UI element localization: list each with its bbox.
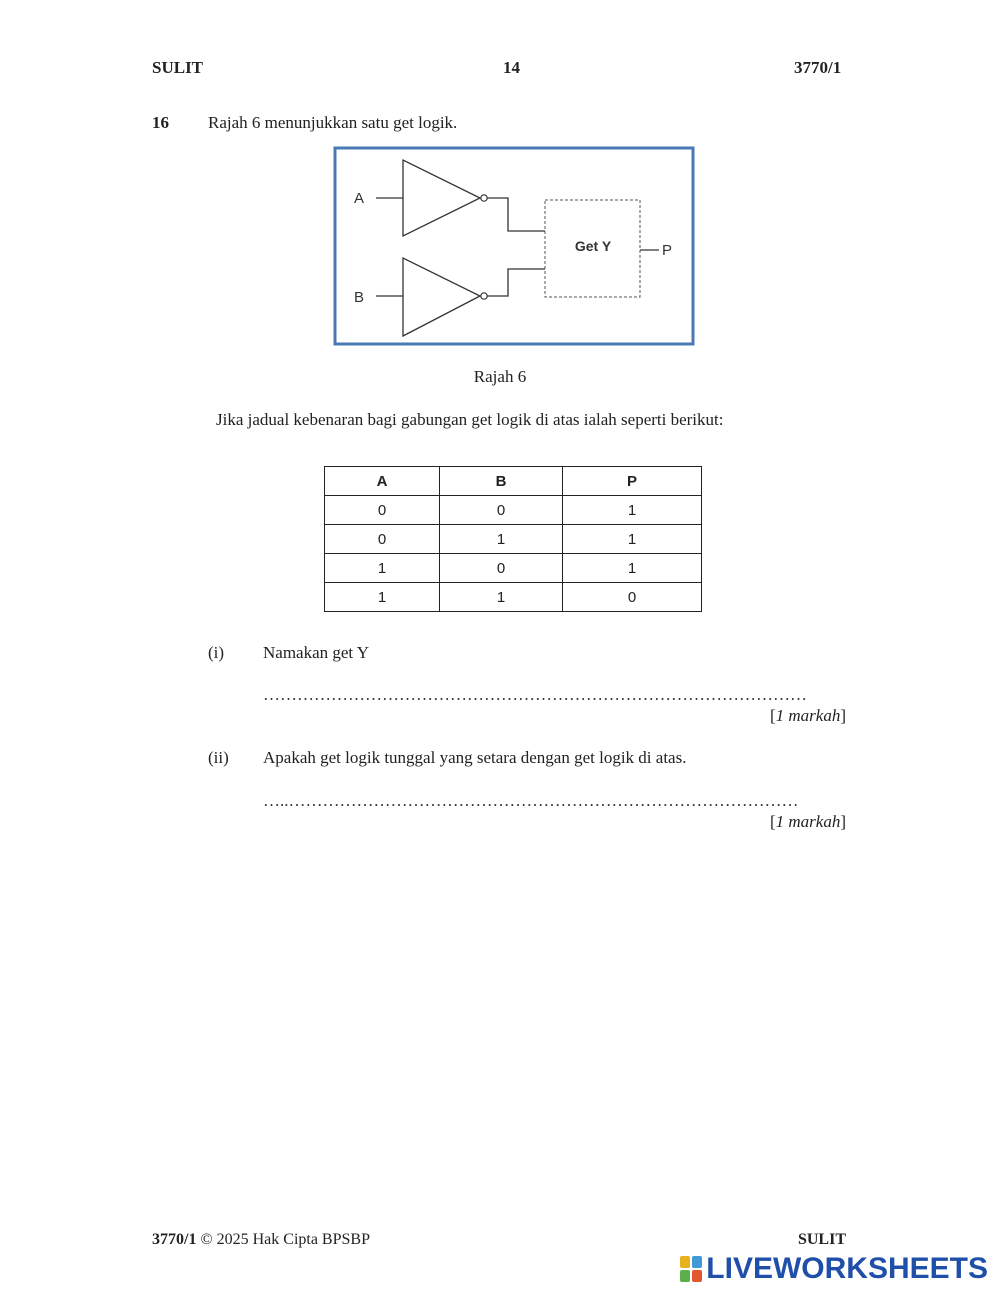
table-row [325,583,702,612]
part-ii-marks-word: markah [788,812,841,831]
table-cell: 1 [440,583,563,612]
question-number: 16 [152,113,169,132]
diagram-caption: Rajah 6 [473,367,527,386]
output-p-label: P [662,242,673,259]
part-i-marks-number: 1 [775,706,785,725]
table-header: B [440,467,563,496]
part-ii-text: Apakah get logik tunggal yang setara dengan get logik di atas. [263,748,687,767]
table-cell: 1 [563,525,702,554]
table-cell: 0 [563,583,702,612]
part-i-marks: [1 markah] [769,706,846,725]
gate-y-label: Get Y [574,238,612,254]
truth-table [324,466,702,612]
input-b-label: B [354,289,365,306]
table-cell: 1 [325,554,440,583]
table-cell: 1 [440,525,563,554]
truth-table-intro: Jika jadual kebenaran bagi gabungan get logik di atas ialah seperti berikut: [216,410,724,429]
table-header: P [563,467,702,496]
table-cell: 0 [325,525,440,554]
table-row [325,525,702,554]
question-text: Rajah 6 menunjukkan satu get logik. [208,113,458,132]
table-row [325,554,702,583]
brand-text: LIVEWORKSHEETS [706,1252,988,1285]
truth-table-header-row [325,467,702,496]
part-ii-marks-number: 1 [775,812,785,831]
part-i-marks-word: markah [788,706,841,725]
liveworksheets-icon [680,1256,702,1282]
logic-gate-diagram [333,146,695,346]
footer-right: SULIT [797,1231,846,1248]
table-cell: 1 [325,583,440,612]
part-i-answer-line[interactable]: …………………………………………………………………………………… [263,685,807,704]
footer-copyright: © 2025 Hak Cipta BPSBP [200,1231,370,1248]
table-cell: 0 [440,554,563,583]
liveworksheets-logo[interactable] [680,1252,988,1286]
table-cell: 0 [325,496,440,525]
header-left: SULIT [152,58,204,77]
part-ii-marks: [1 markah] [769,812,846,831]
part-i-text: Namakan get Y [263,643,370,662]
table-header: A [325,467,440,496]
table-row [325,496,702,525]
input-a-label: A [354,190,365,207]
part-i-label: (i) [208,643,225,662]
footer-code: 3770/1 [152,1231,197,1248]
header-page-number: 14 [503,58,520,77]
part-ii-answer-line[interactable]: …..……………………………………………………………………………… [263,791,799,810]
footer-left [152,1231,370,1249]
table-cell: 0 [440,496,563,525]
table-cell: 1 [563,554,702,583]
header-right: 3770/1 [794,58,842,77]
table-cell: 1 [563,496,702,525]
part-ii-label: (ii) [208,748,229,767]
